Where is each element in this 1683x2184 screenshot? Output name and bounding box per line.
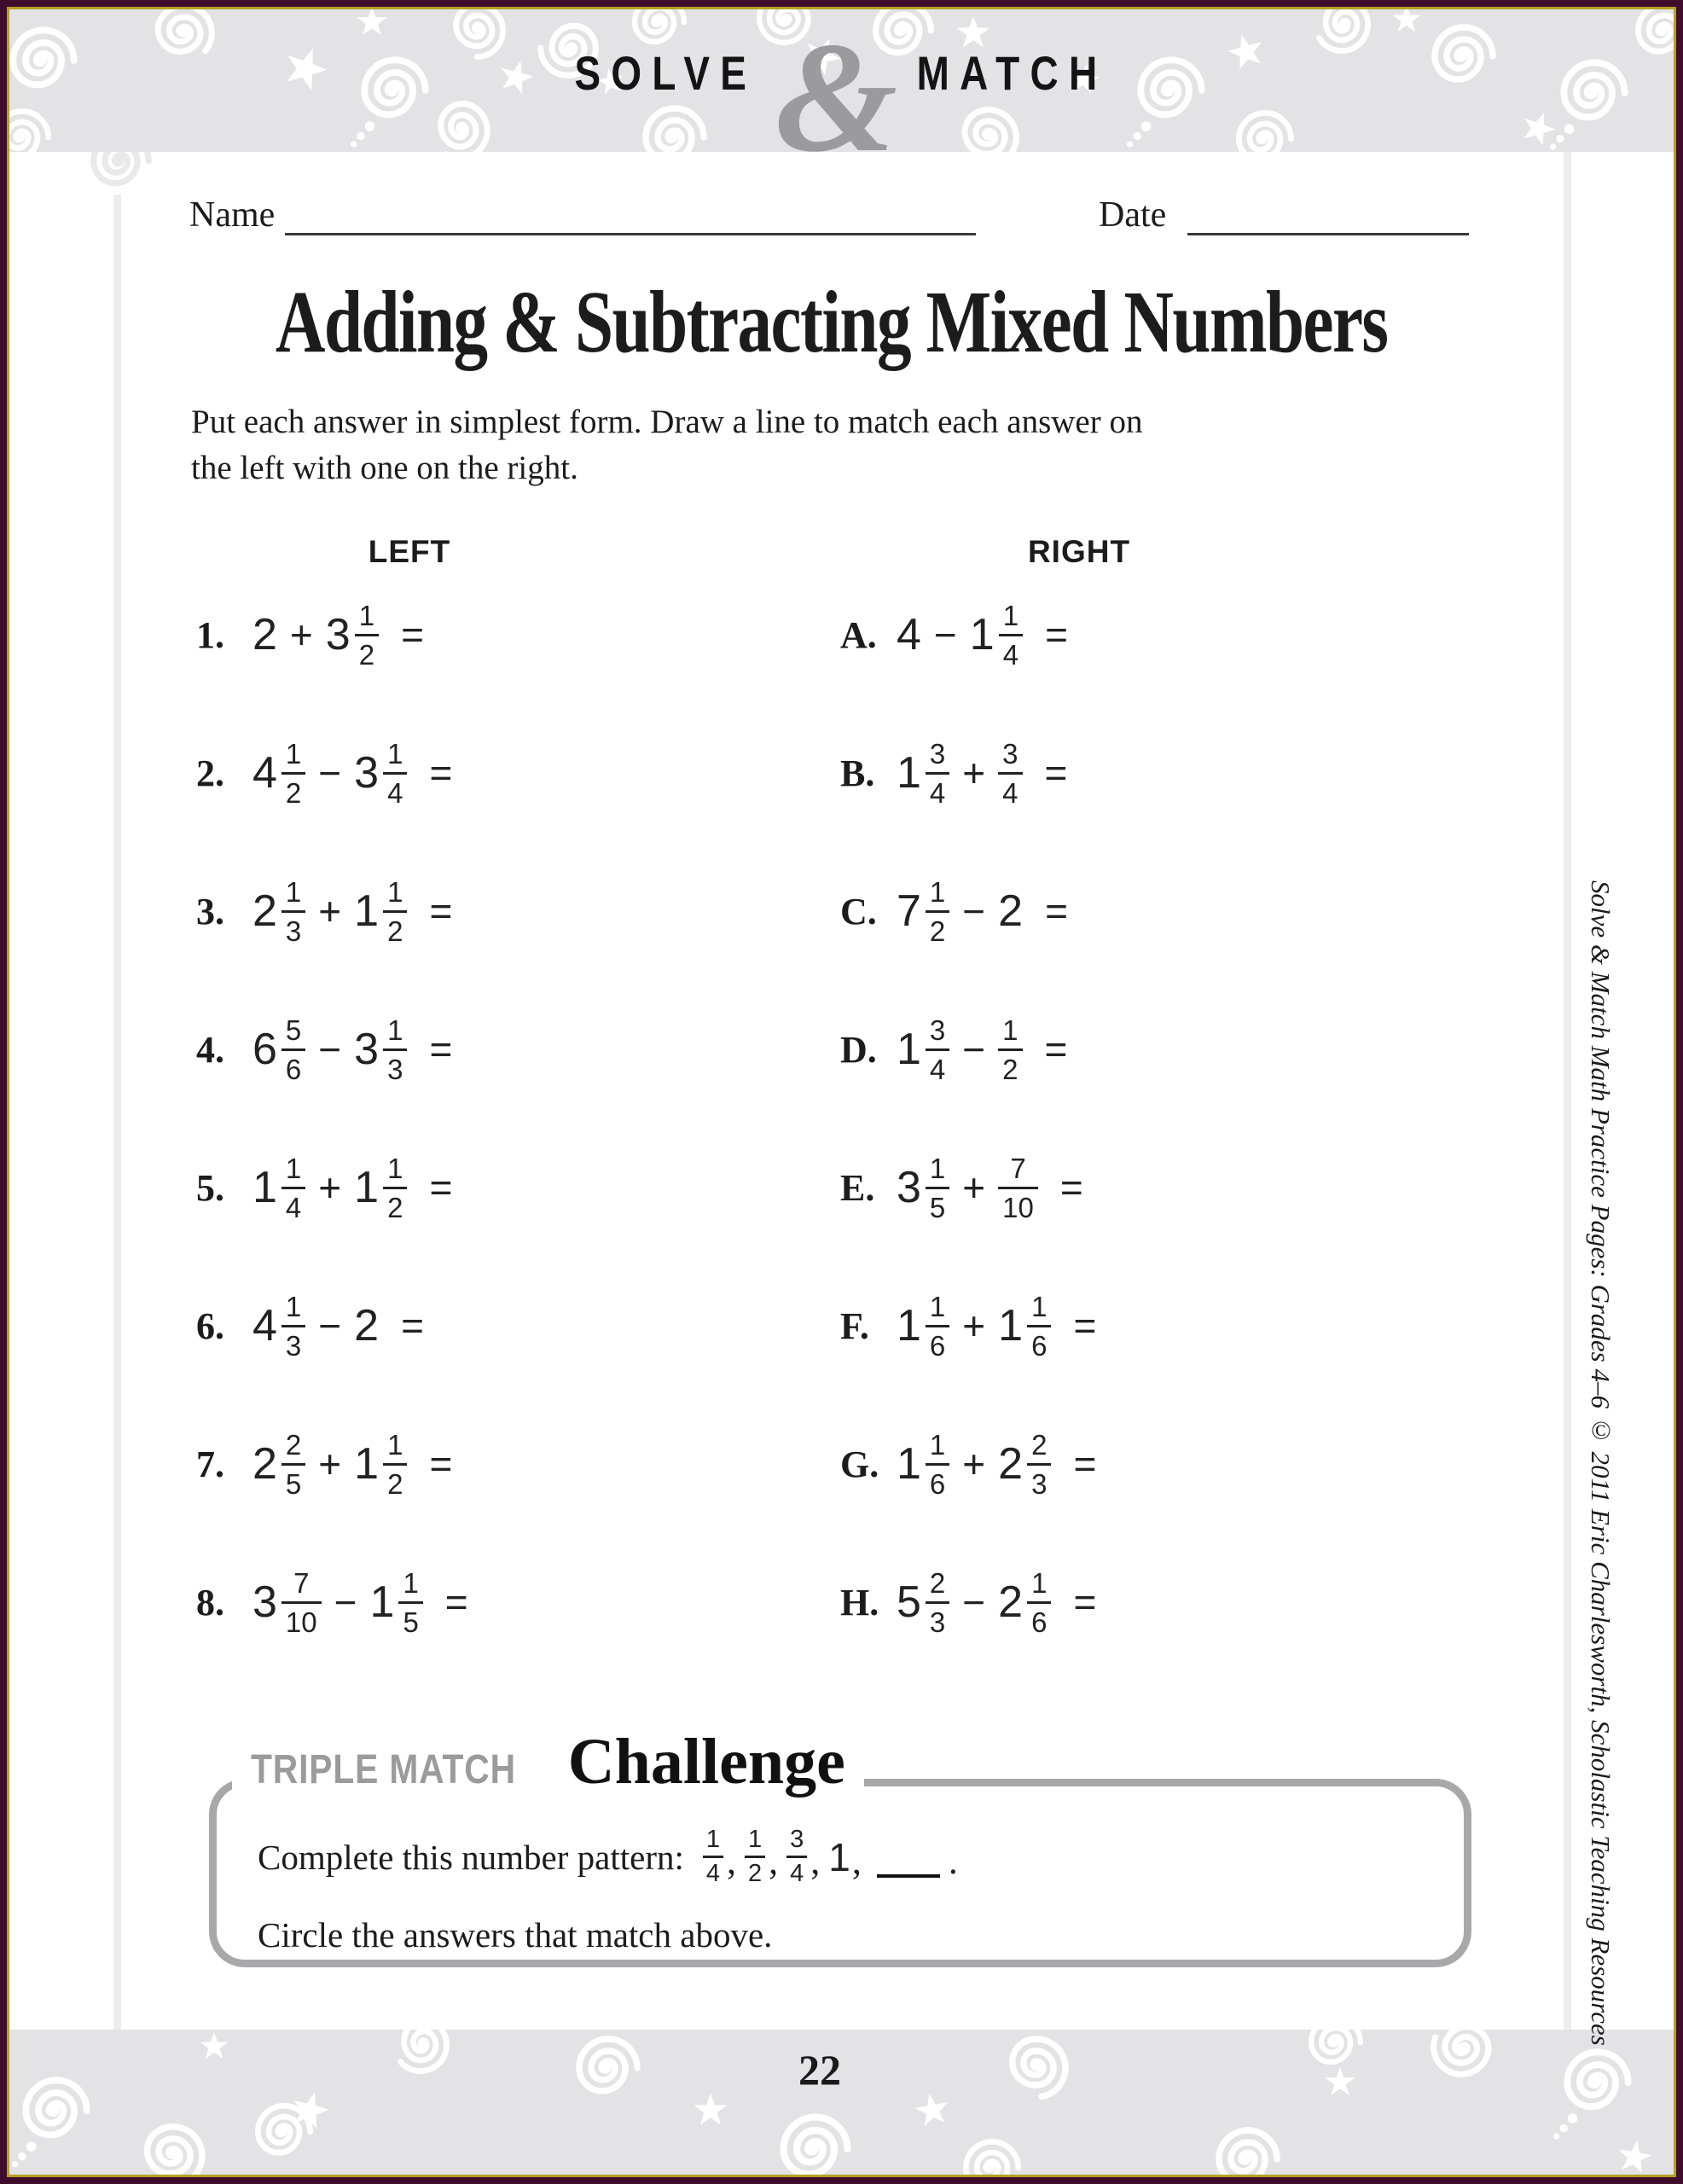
problem-row [840,1257,1437,1395]
whole-number: 4 [252,748,277,798]
name-line[interactable] [285,233,976,235]
equals-sign: = [1045,613,1068,657]
operator: − [962,1580,986,1624]
fraction-denominator: 5 [398,1601,422,1636]
operator: − [318,751,342,795]
fraction-denominator: 2 [745,1856,765,1886]
fraction-numerator: 1 [387,1014,403,1046]
problem-expression [252,1566,468,1638]
problem-row [196,1395,742,1533]
fraction-numerator: 1 [387,737,403,770]
problem-label: G. [840,1443,879,1485]
problem-label: 1. [196,613,224,656]
problem-label: 4. [196,1028,224,1071]
whole-number: 1 [252,1163,277,1212]
problem-label: 2. [196,752,224,794]
challenge-word: Challenge [567,1726,845,1798]
fraction-numerator: 3 [790,1826,804,1853]
problem-row [196,566,742,704]
problem-label: D. [840,1028,877,1071]
fraction-numerator: 1 [387,1152,403,1184]
problem-expression [897,875,1068,947]
fraction-denominator: 4 [703,1856,723,1886]
fraction [281,875,305,947]
instructions-line1: Put each answer in simplest form. Draw a line to match each answer on [191,404,1143,440]
fraction [398,1566,422,1638]
whole-number: 2 [998,1577,1024,1627]
whole-number: 1 [897,1439,921,1489]
fraction-numerator: 1 [285,1290,302,1322]
problem-expression [252,1016,452,1083]
fraction-denominator: 2 [926,910,949,945]
footer-band [9,2030,1674,2175]
fraction-numerator: 1 [1031,1566,1048,1599]
fraction-numerator: 1 [929,1152,946,1184]
challenge-heading [232,1725,864,1799]
problem-row [196,1257,742,1395]
operator: − [962,1027,986,1072]
problem-label: 3. [196,890,224,932]
fraction [383,1154,407,1222]
whole-number: 2 [252,886,277,936]
whole-number: 2 [252,1439,277,1489]
fraction-denominator: 6 [926,1463,949,1498]
whole-number: 1 [897,1301,921,1350]
problem-row [840,980,1437,1118]
challenge-line1 [258,1827,966,1886]
problem-row [196,1533,742,1671]
problem-expression [252,737,453,809]
whole-number: 3 [354,1025,380,1074]
fraction-numerator: 1 [748,1826,763,1853]
problem-label: 8. [196,1581,224,1623]
operator: , [727,1840,737,1882]
fraction [281,737,305,809]
fraction [926,1292,949,1360]
whole-number: 7 [897,886,921,936]
problem-expression [897,601,1068,669]
spiral-icon [1219,2130,1277,2175]
fraction-denominator: 2 [383,910,407,945]
fraction [926,1428,949,1500]
whole-number: 3 [354,748,380,798]
problem-expression [252,1154,452,1222]
fraction [281,1292,305,1360]
challenge-prompt: Complete this number pattern: [258,1837,684,1877]
equals-sign: = [1044,751,1068,795]
problem-expression [897,1292,1096,1360]
problem-row [840,842,1437,980]
solve-and-match-logo [0,10,1683,185]
fraction-denominator: 6 [1027,1601,1051,1636]
spiral-icon [966,2141,1018,2175]
operator: − [334,1580,357,1624]
column-header-left: LEFT [368,534,451,569]
problem-row [196,980,742,1118]
equals-sign: = [444,1580,468,1624]
equals-sign: = [401,1304,424,1348]
fraction-denominator: 6 [1027,1325,1051,1360]
fraction-numerator: 1 [929,875,946,908]
fraction-denominator: 2 [281,772,305,807]
whole-number: 3 [252,1577,277,1627]
operator: − [318,1027,342,1072]
fraction [786,1827,807,1886]
problem-label: C. [840,890,877,932]
fraction [383,1428,407,1500]
problem-row [840,704,1437,842]
fraction-numerator: 2 [1031,1428,1048,1461]
copyright-credit: Solve & Match Math Practice Pages: Grades 4–6 © 2011 Eric Charlesworth, Scholastic Teaching Resources [1586,880,1616,2046]
fraction-denominator: 2 [998,1048,1022,1083]
problem-row [840,1533,1437,1671]
whole-number: 6 [252,1025,277,1074]
equals-sign: = [429,1165,453,1210]
fraction-denominator: 3 [383,1048,407,1083]
operator: , [769,1840,779,1882]
spiral-icon [769,2117,847,2175]
problem-label: B. [840,752,875,794]
fraction-numerator: 2 [929,1566,946,1599]
fraction-denominator: 4 [926,1048,949,1083]
fraction-numerator: 1 [387,1428,403,1461]
fraction-denominator: 4 [383,772,407,807]
fraction-numerator: 1 [705,1826,721,1853]
fraction [1027,1292,1051,1360]
operator: − [318,1304,342,1348]
fraction-denominator: 4 [999,634,1023,669]
fraction-denominator: 4 [998,772,1022,807]
problem-expression [252,875,453,947]
fraction [383,737,407,809]
fraction-numerator: 5 [285,1014,302,1046]
operator: , [810,1840,821,1882]
whole-number: 3 [325,610,351,659]
fraction-denominator: 4 [281,1187,305,1222]
answer-blank[interactable] [877,1874,940,1878]
problem-row [840,566,1437,704]
column-header-right: RIGHT [1027,534,1131,569]
fraction [383,1016,407,1083]
whole-number: 1 [354,1163,380,1212]
fraction [998,737,1022,809]
whole-number: 1 [354,1439,380,1489]
fraction-denominator: 6 [281,1048,305,1083]
fraction-numerator: 1 [387,875,403,908]
fraction-numerator: 2 [285,1428,302,1461]
fraction-numerator: 7 [293,1566,310,1599]
whole-number: 3 [897,1163,921,1212]
lollipop-stick-decoration [113,195,121,2030]
logo-word-match: MATCH [916,46,1108,100]
fraction-numerator: 1 [403,1566,419,1599]
fraction [926,1566,949,1638]
spiral-icon [139,2117,213,2175]
star-icon [695,2094,726,2123]
fraction [1027,1566,1051,1638]
fraction [703,1827,723,1886]
operator: + [962,1442,986,1486]
fraction-numerator: 1 [1031,1290,1048,1322]
equals-sign: = [429,889,453,933]
problem-label: 5. [196,1166,224,1209]
fraction [999,601,1023,669]
fraction-denominator: 10 [281,1601,322,1636]
whole-number: 2 [252,610,277,659]
left-problems-column [196,566,742,1671]
fraction-denominator: 4 [786,1856,807,1886]
page-title: Adding & Subtracting Mixed Numbers [276,273,1388,371]
whole-number: 1 [897,1025,921,1074]
equals-sign: = [1073,1442,1097,1486]
whole-number: 2 [998,1439,1024,1489]
problem-row [840,1395,1437,1533]
operator: − [962,889,986,933]
challenge-box [209,1779,1471,1967]
date-line[interactable] [1187,233,1469,235]
fraction-numerator: 3 [929,1014,946,1046]
fraction [355,601,379,669]
problem-expression [897,737,1068,809]
fraction-denominator: 2 [383,1187,407,1222]
problem-expression [897,1566,1097,1638]
fraction [383,875,407,947]
fraction-denominator: 4 [926,772,949,807]
whole-number: 2 [998,886,1024,936]
whole-number: 4 [252,1301,277,1350]
fraction [998,1154,1038,1222]
equals-sign: = [1073,1304,1097,1348]
name-label: Name [189,195,276,235]
whole-number: 1 [354,886,380,936]
equals-sign: = [401,613,424,657]
operator: + [962,751,986,795]
fraction-denominator: 5 [926,1187,949,1222]
operator: + [289,613,313,657]
problem-expression [252,601,424,669]
operator: . [948,1840,958,1882]
equals-sign: = [1073,1580,1097,1624]
lollipop-stick-decoration [1564,152,1571,2030]
instructions [191,399,1334,491]
equals-sign: = [1059,1165,1083,1210]
fraction-numerator: 7 [1010,1152,1026,1184]
fraction-denominator: 3 [926,1601,949,1636]
whole-number: 1 [897,748,921,798]
problem-label: H. [840,1581,879,1623]
fraction-denominator: 10 [998,1187,1038,1222]
whole-number: 1 [828,1834,850,1879]
challenge-kicker: TRIPLE MATCH [251,1747,516,1792]
right-problems-column [840,566,1437,1671]
whole-number: 1 [998,1301,1024,1350]
operator: + [318,1442,342,1486]
challenge-line2: Circle the answers that match above. [258,1915,773,1955]
whole-number: 5 [897,1577,921,1627]
fraction-numerator: 1 [285,875,302,908]
fraction-denominator: 2 [355,634,379,669]
problem-row [196,704,742,842]
fraction-numerator: 1 [358,599,375,631]
problem-expression [897,1016,1067,1083]
problem-row [196,1118,742,1257]
logo-word-solve: SOLVE [574,46,757,100]
operator: + [318,889,342,933]
fraction [926,875,949,947]
fraction-denominator: 5 [281,1463,305,1498]
fraction [745,1827,765,1886]
problem-label: 7. [196,1443,224,1485]
fraction-numerator: 1 [929,1290,946,1322]
equals-sign: = [1045,889,1068,933]
equals-sign: = [1044,1027,1068,1072]
problem-label: F. [840,1304,869,1347]
equals-sign: = [429,1442,453,1486]
whole-number: 4 [897,610,921,659]
operator: + [962,1304,986,1348]
fraction [281,1566,322,1638]
logo-ampersand-icon: & [775,10,898,185]
fraction-denominator: 2 [383,1463,407,1498]
instructions-line2: the left with one on the right. [191,449,578,486]
problem-label: 6. [196,1304,224,1347]
fraction-denominator: 3 [1027,1463,1051,1498]
fraction-numerator: 3 [1002,737,1019,770]
fraction-numerator: 1 [285,737,302,770]
fraction [281,1428,305,1500]
operator: − [933,613,957,657]
operator: + [962,1165,986,1210]
whole-number: 2 [354,1301,380,1350]
fraction [1027,1428,1051,1500]
fraction-numerator: 1 [285,1152,302,1184]
whole-number: 1 [369,1577,395,1627]
equals-sign: = [429,751,453,795]
star-icon [914,2092,950,2126]
fraction-numerator: 1 [1002,599,1019,631]
problem-expression [897,1154,1083,1222]
fraction-numerator: 3 [929,737,946,770]
equals-sign: = [429,1027,453,1072]
fraction-numerator: 1 [929,1428,946,1461]
fraction-numerator: 1 [1002,1014,1019,1046]
fraction [998,1016,1022,1083]
problem-expression [252,1292,424,1360]
whole-number: 1 [969,610,995,659]
operator: + [318,1165,342,1210]
problem-expression [897,1428,1097,1500]
problem-row [840,1118,1437,1257]
star-icon [1617,2139,1653,2173]
fraction [281,1016,305,1083]
fraction [926,1016,949,1083]
fraction-denominator: 6 [926,1325,949,1360]
page-number: 22 [798,2046,841,2094]
fraction [926,737,949,809]
problem-label: A. [840,613,877,656]
number-pattern [703,1827,966,1886]
fraction-denominator: 3 [281,1325,305,1360]
operator: , [851,1840,862,1882]
problem-expression [252,1428,453,1500]
problem-row [196,842,742,980]
date-label: Date [1099,195,1167,235]
fraction [281,1154,305,1222]
fraction-denominator: 3 [281,910,305,945]
problem-label: E. [840,1166,875,1209]
fraction [926,1154,949,1222]
